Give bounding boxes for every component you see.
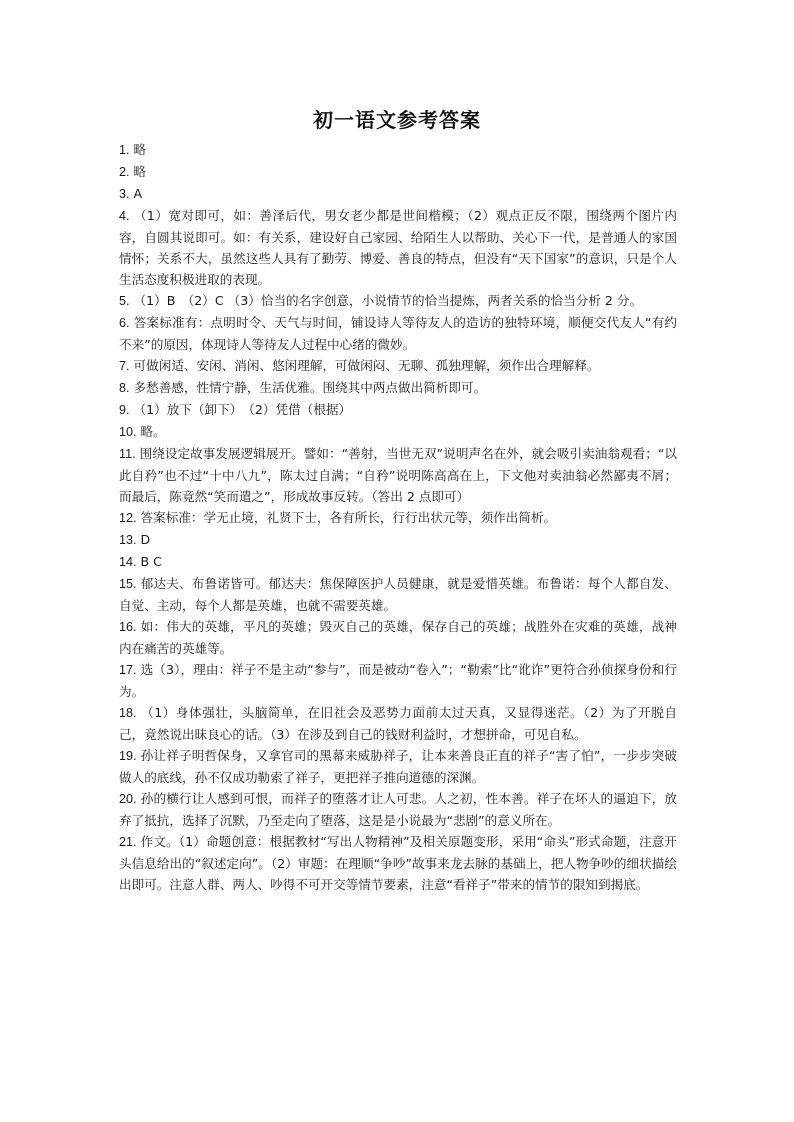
- answer-item-18: [119, 702, 677, 745]
- answer-number: 2.: [119, 165, 130, 179]
- answer-number: 5.: [119, 294, 130, 308]
- answer-item-7: [119, 355, 677, 377]
- answer-text: 如：伟大的英雄，平凡的英雄；毁灭自己的英雄，保存自己的英雄；战胜外在灾难的英雄，战神内在痛苦的英雄等。: [119, 619, 677, 656]
- answer-text: （1）放下（卸下） （2）凭借（根据）: [133, 402, 352, 417]
- answer-item-19: [119, 745, 677, 788]
- answer-number: 16.: [119, 620, 137, 634]
- answer-item-13: [119, 529, 677, 551]
- answer-text: B C: [140, 554, 162, 569]
- answer-text: 围绕设定故事发展逻辑展开。譬如：“善射，当世无双”说明声名在外，就会吸引卖油翁观看；“以此自矜”也不过“十中八九”，陈太过自满；“自矜”说明陈高高在上，下文他对卖油翁必然鄙夷不屑；而最后，陈竟然“笑而遣之”，形成故事反转。（答出 2 点即可）: [119, 446, 677, 504]
- answer-item-10: [119, 421, 677, 443]
- answer-number: 9.: [119, 403, 130, 417]
- answer-number: 20.: [119, 792, 137, 806]
- answer-text: 郁达夫、布鲁诺皆可。郁达夫：焦保障医护人员健康，就是爱惜英雄。布鲁诺：每个人都自发、自觉、主动，每个人都是英雄，也就不需要英雄。: [119, 576, 677, 613]
- answer-item-1: [119, 139, 677, 161]
- answer-item-11: [119, 443, 677, 507]
- answer-text: 孙让祥子明哲保身，又拿官司的黑幕来威胁祥子，让本来善良正直的祥子“害了怕”，一步步突破做人的底线，孙不仅成功勒索了祥子，更把祥子推向道德的深渊。: [119, 748, 677, 785]
- answer-item-4: [119, 205, 677, 290]
- answer-number: 7.: [119, 359, 130, 373]
- answer-number: 4.: [119, 209, 130, 223]
- answer-item-16: [119, 616, 677, 659]
- answer-number: 12.: [119, 511, 137, 525]
- answer-number: 21.: [119, 835, 137, 849]
- answer-number: 1.: [119, 143, 130, 157]
- answer-number: 13.: [119, 533, 137, 547]
- answer-number: 19.: [119, 749, 137, 763]
- answer-text: D: [140, 532, 151, 547]
- answer-text: （1）B （2）C （3）恰当的名字创意，小说情节的恰当提炼，两者关系的恰当分析 2 分。: [133, 293, 643, 308]
- answer-number: 18.: [119, 706, 137, 720]
- answer-item-12: [119, 507, 677, 529]
- answer-number: 15.: [119, 577, 137, 591]
- answer-text: 作文。（1）命题创意：根据教材“写出人物精神”及相关原题变形，采用“命头”形式命题，注意开头信息给出的“叙述定向”。（2）审题：在理顺“争吵”故事来龙去脉的基础上，把人物争吵的细状描绘出即可。注意人群、两人、吵得不可开交等情节要素，注意“看祥子”带来的情节的限知到揭底。: [119, 834, 677, 892]
- answer-text: A: [133, 186, 143, 201]
- answer-text: 略: [133, 164, 147, 179]
- answer-list: [119, 139, 677, 895]
- answer-item-3: [119, 183, 677, 205]
- answer-item-21: [119, 831, 677, 895]
- answer-item-15: [119, 573, 677, 616]
- answer-text: 多愁善感，性情宁静，生活优雅。围绕其中两点做出简析即可。: [133, 380, 487, 395]
- answer-item-6: [119, 312, 677, 355]
- answer-text: 可做闲适、安闲、消闲、悠闲理解，可做闲闷、无聊、孤独理解，须作出合理解释。: [133, 358, 600, 373]
- answer-text: （1）身体强壮，头脑简单，在旧社会及恶势力面前太过天真，又显得迷茫。（2）为了开脱自己，竟然说出昧良心的话。（3）在涉及到自己的钱财利益时，才想拼命，可见自私。: [119, 705, 677, 742]
- answer-item-8: [119, 377, 677, 399]
- answer-text: （1）宽对即可，如：善泽后代，男女老少都是世间楷模；（2）观点正反不限，围绕两个图片内容，自圆其说即可。如：有关系，建设好自己家园、给陌生人以帮助、关心下一代，是普通人的家国情怀；关系不大，虽然这些人具有了勤劳、博爱、善良的特点，但没有“天下国家”的意识，只是个人生活态度积极进取的表现。: [119, 208, 677, 287]
- answer-item-17: [119, 659, 677, 702]
- answer-item-20: [119, 788, 677, 831]
- answer-item-14: [119, 551, 677, 573]
- answer-number: 17.: [119, 663, 137, 677]
- answer-number: 8.: [119, 381, 130, 395]
- answer-number: 10.: [119, 425, 137, 439]
- answer-text: 略。: [140, 424, 166, 439]
- answer-number: 6.: [119, 316, 130, 330]
- answer-item-9: [119, 399, 677, 421]
- answer-text: 孙的横行让人感到可恨，而祥子的堕落才让人可悲。人之初，性本善。祥子在坏人的逼迫下，放弃了抵抗，选择了沉默，乃至走向了堕落，这是是小说最为“悲剧”的意义所在。: [119, 791, 677, 828]
- answer-text: 选（3），理由：祥子不是主动“参与”，而是被动“卷入”；“勒索”比“讹诈”更符合孙侦探身份和行为。: [119, 662, 677, 699]
- page-title: 初一语文参考答案: [313, 108, 481, 132]
- answer-number: 14.: [119, 555, 137, 569]
- answer-item-2: [119, 161, 677, 183]
- answer-text: 答案标准：学无止境，礼贤下士，各有所长，行行出状元等，须作出简析。: [140, 510, 557, 525]
- answer-text: 略: [133, 142, 147, 157]
- answer-text: 答案标准有：点明时令、天气与时间，铺设诗人等待友人的造访的独特环境，顺便交代友人“有约不来”的原因，体现诗人等待友人过程中心绪的微妙。: [119, 315, 677, 352]
- answer-number: 11.: [119, 447, 136, 461]
- answer-item-5: [119, 290, 677, 312]
- answer-number: 3.: [119, 187, 130, 201]
